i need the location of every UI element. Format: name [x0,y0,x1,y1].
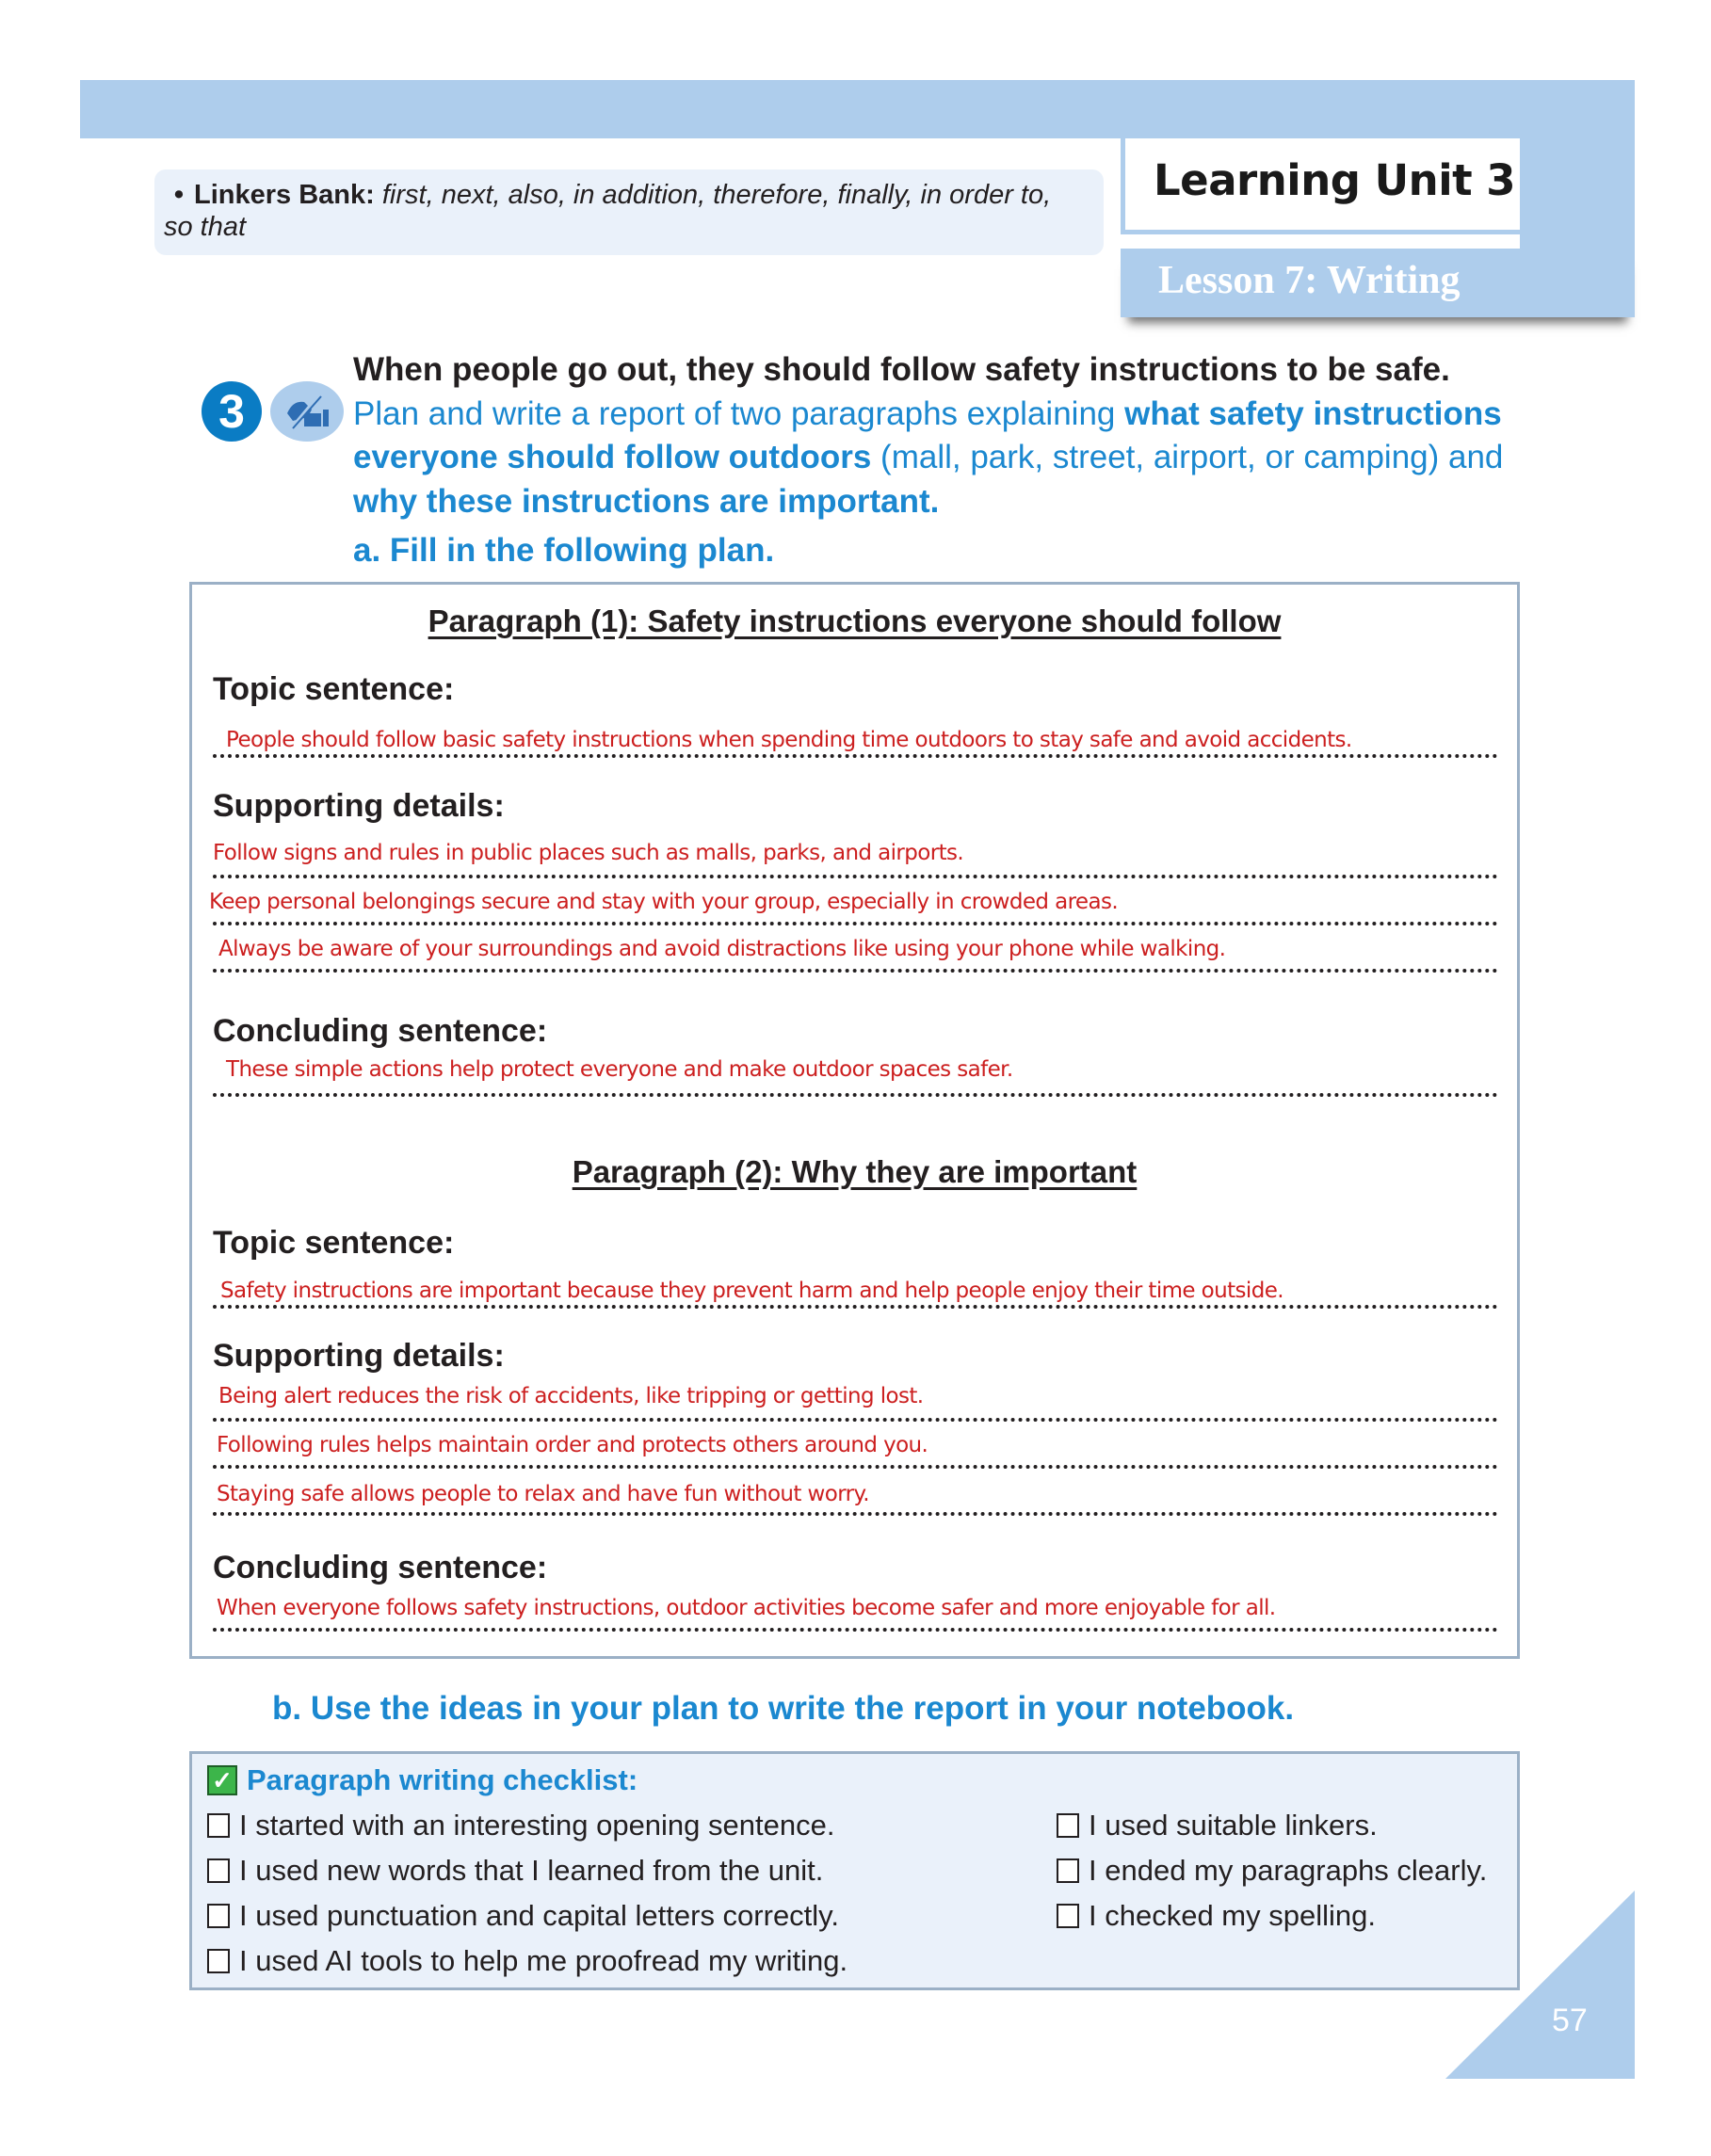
p1-supporting-field-2[interactable] [209,884,1498,925]
linkers-label: Linkers Bank: [194,180,375,210]
p1-supporting-field-3[interactable] [213,931,1498,973]
paragraph1-heading: Paragraph (1): Safety instructions everyone should follow [428,603,1282,638]
prompt-text: Plan and write a report of two paragraphs explaining [353,394,1125,432]
p1-concluding-answer: These simple actions help protect everyone and make outdoor spaces safer. [226,1057,1013,1082]
p1-concluding-label: Concluding sentence: [213,1013,548,1049]
writing-checklist [189,1751,1520,1990]
p1-supporting-answer-3: Always be aware of your surroundings and avoid distractions like using your phone while walking. [218,937,1226,961]
p2-concluding-answer: When everyone follows safety instructions, outdoor activities become safer and more enjoyable for all. [217,1596,1276,1620]
p2-concluding-field[interactable] [213,1590,1498,1632]
checkbox-icon[interactable] [1057,1904,1079,1928]
checklist-title-text: Paragraph writing checklist: [247,1763,638,1796]
p1-concluding-field[interactable] [213,1055,1498,1097]
prompt-emphasis: why these instructions are important. [353,482,940,520]
p2-concluding-label: Concluding sentence: [213,1550,548,1585]
page-corner-triangle [1445,1891,1635,2079]
prompt-emphasis: what safety instructions everyone should follow outdoors [353,394,1502,475]
unit-title-box [1121,138,1520,234]
p2-supporting-field-2[interactable] [213,1427,1498,1469]
checklist-item[interactable] [207,1809,834,1842]
p2-supporting-answer-2: Following rules helps maintain order and protects others around you. [217,1433,928,1457]
plan-box [189,582,1520,1659]
checkbox-icon[interactable] [207,1904,230,1928]
lesson-title: Lesson 7: Writing [1158,259,1461,302]
part-a-instruction: a. Fill in the following plan. [353,532,775,569]
checklist-item-label: I checked my spelling. [1089,1899,1376,1932]
checklist-item-label: I ended my paragraphs clearly. [1089,1854,1488,1887]
checklist-item-label: I used new words that I learned from the unit. [239,1854,824,1887]
exercise-lead: When people go out, they should follow safety instructions to be safe. [353,351,1450,388]
checkbox-icon[interactable] [207,1858,230,1883]
p2-topic-label: Topic sentence: [213,1225,455,1261]
checklist-title [207,1763,638,1797]
checklist-item[interactable] [1057,1809,1378,1842]
exercise-number-badge: 3 [202,381,262,442]
prompt-text: (mall, park, street, airport, or camping) and [871,439,1504,475]
p1-topic-answer: People should follow basic safety instructions when spending time outdoors to stay safe and avoid accidents. [226,728,1352,752]
part-b-instruction: b. Use the ideas in your plan to write the report in your notebook. [272,1690,1295,1727]
p2-supporting-field-1[interactable] [213,1380,1498,1422]
checklist-item[interactable] [207,1944,847,1978]
checklist-item[interactable] [207,1899,839,1933]
checklist-item[interactable] [1057,1854,1487,1888]
header-band [80,80,1635,138]
p1-supporting-field-1[interactable] [213,837,1498,878]
p1-supporting-label: Supporting details: [213,788,505,824]
checklist-item-label: I used suitable linkers. [1089,1809,1378,1842]
p1-topic-label: Topic sentence: [213,671,455,707]
page-number: 57 [1552,2003,1588,2038]
p2-topic-field[interactable] [213,1267,1498,1309]
writing-hand-icon [270,381,344,442]
bullet-icon: • [173,180,185,210]
lesson-bar [1121,249,1635,317]
p1-topic-field[interactable] [213,716,1498,758]
paragraph2-heading: Paragraph (2): Why they are important [572,1154,1138,1189]
checklist-item-label: I used AI tools to help me proofread my writing. [239,1944,848,1977]
p1-supporting-answer-2: Keep personal belongings secure and stay with your group, especially in crowded areas. [209,890,1119,914]
checklist-item-label: I used punctuation and capital letters correctly. [239,1899,839,1932]
p2-topic-answer: Safety instructions are important because they prevent harm and help people enjoy their time outside. [220,1279,1283,1303]
checklist-item[interactable] [1057,1899,1376,1933]
p1-supporting-answer-1: Follow signs and rules in public places such as malls, parks, and airports. [213,841,964,865]
header-side-band [1520,138,1635,249]
exercise-prompt [353,393,1540,524]
checkbox-icon[interactable] [207,1813,230,1838]
checkbox-icon[interactable] [1057,1813,1079,1838]
linkers-words: first, next, also, in addition, therefore, finally, in order to, so that [164,180,1052,242]
p2-supporting-label: Supporting details: [213,1338,505,1374]
linkers-bank [154,169,1104,255]
checkbox-icon[interactable] [207,1949,230,1973]
checkbox-icon[interactable] [1057,1858,1079,1883]
p2-supporting-answer-1: Being alert reduces the risk of accidents, like tripping or getting lost. [218,1384,924,1408]
unit-title: Learning Unit 3 [1154,155,1516,205]
p2-supporting-answer-3: Staying safe allows people to relax and have fun without worry. [217,1482,869,1506]
checklist-item[interactable] [207,1854,823,1888]
p2-supporting-field-3[interactable] [213,1474,1498,1516]
exercise-instructions [353,348,1540,573]
green-checkmark-icon: ✓ [207,1765,237,1795]
checklist-item-label: I started with an interesting opening sentence. [239,1809,835,1842]
